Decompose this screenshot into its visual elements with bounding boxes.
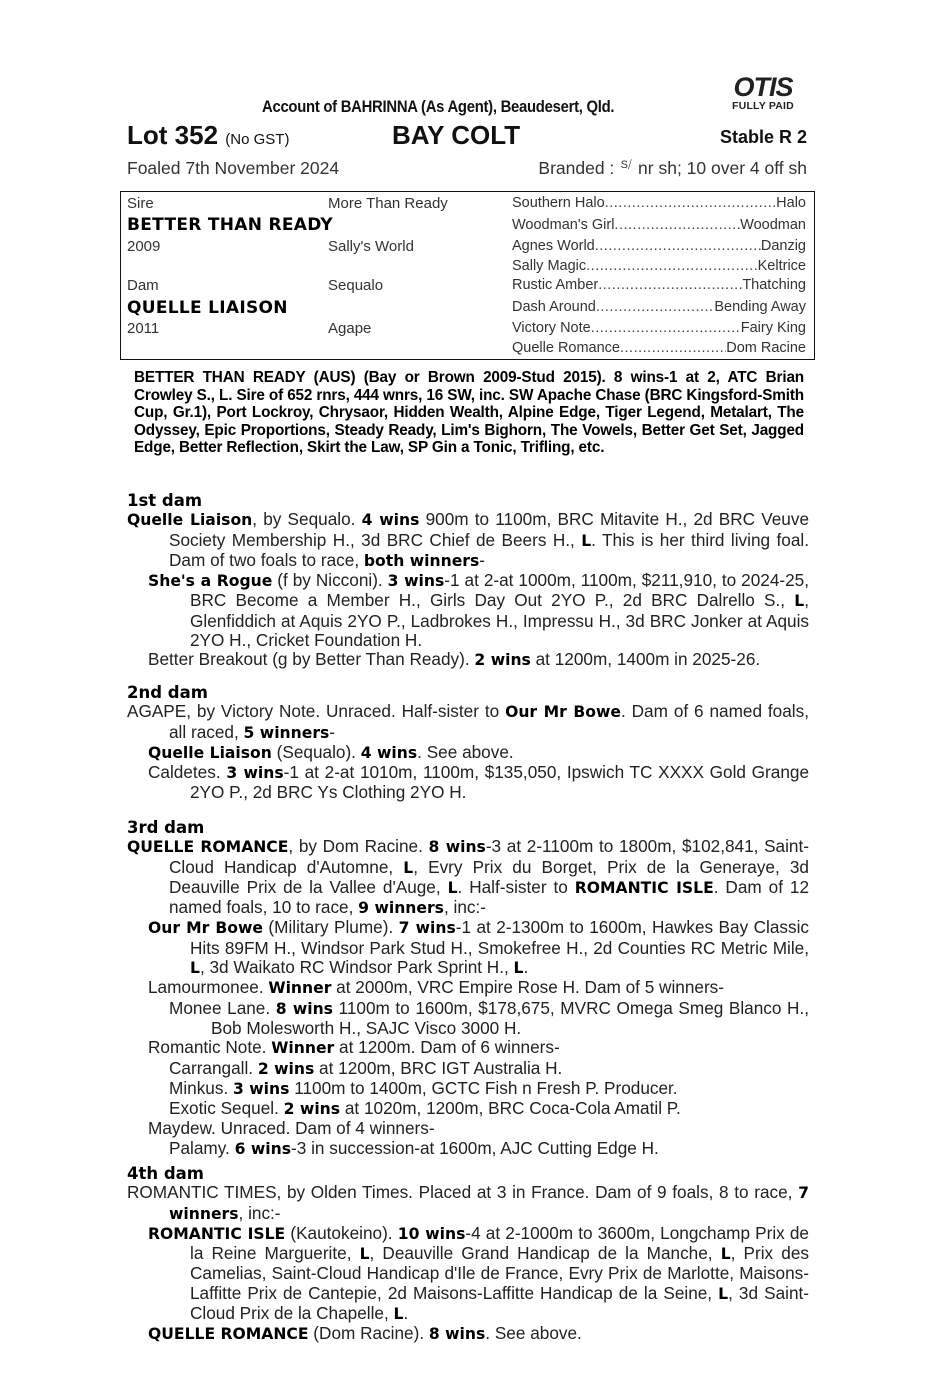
lot-row <box>127 120 809 152</box>
entry-text: - <box>329 721 336 742</box>
gst-note: (No GST) <box>225 131 290 148</box>
bold-text: 3 wins <box>387 572 445 591</box>
entry-text: , Glenfiddich at Aquis 2YO P., Ladbrokes H., Impressu H., 3d BRC Jonker at Aquis 2YO H., Cricket Foundation H. <box>190 590 809 651</box>
dam-section-4 <box>127 1164 809 1345</box>
progeny-entry <box>127 571 809 650</box>
entry-text: . Half-sister to <box>457 876 575 897</box>
dam-name: QUELLE LIAISON <box>127 298 288 318</box>
grandparent-row <box>512 195 806 211</box>
bold-text: L <box>718 1284 729 1303</box>
entry-text: at 1020m, 1200m, BRC Coca-Cola Amatil P. <box>340 1098 681 1119</box>
bold-text: Quelle Liaison <box>148 743 272 762</box>
leader-dots <box>596 299 715 315</box>
section-heading: 3rd dam <box>127 818 205 837</box>
otis-logo-mark: OTIS <box>733 72 793 102</box>
entry-text: , by Sequalo. <box>252 509 362 530</box>
sire-label: Sire <box>127 195 154 212</box>
entry-text: . <box>403 1303 409 1324</box>
entry-text: Carrangall. <box>169 1057 258 1078</box>
bold-text: 8 wins <box>428 838 486 857</box>
dam-dam: Agape <box>328 320 372 337</box>
gg-sire: Dom Racine <box>726 340 806 356</box>
entry-text: Exotic Sequel. <box>169 1098 284 1119</box>
entry-text: Romantic Note. <box>148 1037 272 1058</box>
dam-entry <box>127 837 809 918</box>
bold-text: She's a Rogue <box>148 572 273 591</box>
gg-name: Dash Around <box>512 299 596 315</box>
grandparent-row <box>512 299 806 315</box>
entry-text: -1 at 2-at 1000m, 1100m, $211,910, to 2024-25, BRC Become a Member H., Girls Day Out 2YO P., 2d BRC Dalrello S., <box>190 570 810 611</box>
entry-text: . <box>523 957 529 978</box>
entry-text: , Prix des Camelias, Saint-Cloud Handicap d'Ile de France, Evry Prix de Marlotte, Maisons-Laffitte Prix de Cantepie, 2d Maisons-Laffitte Handicap de la Seine, <box>190 1243 809 1303</box>
entry-text: (Sequalo). <box>271 741 361 762</box>
gg-sire: Bending Away <box>714 299 806 315</box>
progeny-entry <box>127 1224 809 1324</box>
gg-name: Victory Note <box>512 320 591 336</box>
entry-text: -4 at 2-1000m to 3600m, Longchamp Prix de la Reine Marguerite, <box>190 1222 809 1264</box>
otis-logo <box>718 74 808 112</box>
entry-text: AGAPE, by Victory Note. Unraced. Half-sister to <box>127 701 506 722</box>
bold-text: 2 wins <box>474 651 531 670</box>
entry-text: at 1200m, 1400m in 2025-26. <box>530 649 761 670</box>
section-heading: 1st dam <box>127 491 203 510</box>
entry-text: (Dom Racine). <box>308 1323 429 1344</box>
sire-name: BETTER THAN READY <box>127 215 334 235</box>
entry-text: (Kautokeino). <box>285 1222 398 1243</box>
entry-text: Monee Lane. <box>169 997 276 1018</box>
leader-dots <box>614 217 740 233</box>
entry-text: . See above. <box>417 741 514 762</box>
grandparent-row <box>512 238 806 254</box>
dam-year: 2011 <box>127 320 160 337</box>
grandparent-row <box>512 217 806 233</box>
progeny-entry <box>127 1099 809 1119</box>
progeny-entry <box>127 1119 809 1138</box>
entry-text: -1 at 2-1300m to 1600m, Hawkes Bay Classic Hits 89FM H., Windsor Park Stud H., Smokefree H., 2d Counties RC Metric Mile, <box>190 917 809 958</box>
progeny-entry <box>127 999 809 1039</box>
entry-text: . Dam of 12 named foals, 10 to race, <box>169 876 810 918</box>
entry-text: - <box>479 549 485 570</box>
grandparent-row <box>512 277 806 293</box>
bold-text: 7 winners <box>169 1184 809 1223</box>
entry-text: -3 in succession-at 1600m, AJC Cutting Edge H. <box>291 1137 659 1158</box>
branded-info <box>538 158 807 179</box>
bold-text: Winner <box>271 1039 335 1058</box>
entry-text: . Dam of 6 named foals, all raced, <box>169 701 809 742</box>
bold-text: QUELLE ROMANCE <box>148 1325 309 1344</box>
sire-year: 2009 <box>127 238 161 255</box>
entry-text: 900m to 1100m, BRC Mitavite H., 2d BRC Veuve Society Membership H., 3d BRC Chief de Beers H., <box>169 509 810 550</box>
gg-sire: Thatching <box>742 277 806 293</box>
entry-text: at 1200m. Dam of 6 winners- <box>334 1037 560 1058</box>
bold-text: 5 winners <box>243 723 330 742</box>
bold-text: 7 wins <box>398 919 456 938</box>
bold-text: 4 wins <box>361 511 420 530</box>
gg-name: Woodman's Girl <box>512 217 615 233</box>
sire-sire: More Than Ready <box>328 195 448 212</box>
progeny-entry <box>127 918 809 978</box>
entry-text: Caldetes. <box>148 762 227 783</box>
bold-text: 2 wins <box>283 1100 341 1119</box>
bold-text: QUELLE ROMANCE <box>127 838 289 857</box>
entry-text: , Evry Prix du Borget, Prix de la Generaye, 3d Deauville Prix de la Vallee d'Auge, <box>169 856 809 897</box>
bold-text: 8 wins <box>428 1325 486 1344</box>
entry-text: ROMANTIC TIMES, by Olden Times. Placed at 3 in France. Dam of 9 foals, 8 to race, <box>127 1182 799 1203</box>
bold-text: L <box>513 959 524 978</box>
dam-entry <box>127 702 809 743</box>
foaled-date: Foaled 7th November 2024 <box>127 158 340 178</box>
entry-text: -3 at 2-1100m to 1800m, $102,841, Saint-Cloud Handicap d'Automne, <box>169 836 809 877</box>
dam-sire: Sequalo <box>328 277 384 294</box>
entry-text: Better Breakout (g by Better Than Ready). <box>148 649 475 670</box>
branded-detail: nr sh; 10 over 4 off sh <box>638 158 807 178</box>
leader-dots <box>586 258 758 274</box>
progeny-entry <box>127 763 809 803</box>
entry-text: , inc:- <box>238 1202 281 1223</box>
entry-text: 1100m to 1600m, $178,675, MVRC Omega Smeg Blanco H., Bob Molesworth H., SAJC Visco 3000 H. <box>211 997 809 1038</box>
bold-text: 3 wins <box>226 764 284 783</box>
entry-text: . See above. <box>485 1323 582 1344</box>
entry-text: (Military Plume). <box>263 917 399 938</box>
gg-sire: Danzig <box>760 238 806 254</box>
progeny-entry <box>127 1038 809 1058</box>
progeny-entry <box>127 743 809 763</box>
gg-name: Agnes World <box>512 238 595 254</box>
grandparent-row <box>512 320 806 336</box>
entry-text: at 1200m, BRC IGT Australia H. <box>314 1057 563 1078</box>
bold-text: 8 wins <box>275 999 333 1018</box>
progeny-entry <box>127 1324 809 1344</box>
stable-location: Stable R 2 <box>719 127 807 147</box>
entry-text: Minkus. <box>169 1077 233 1098</box>
sire-summary: BETTER THAN READY (AUS) (Bay or Brown 2009-Stud 2015). 8 wins-1 at 2, ATC Brian Crowley S., L. Sire of 652 rnrs, 444 wnrs, 16 SW, inc. SW Apache Chase (BRC Kingsford-Smith Cup, Gr.1), Port Lockroy, Chrysaor, Hidden Wealth, Alpine Edge, Tiger Legend, Metalart, The Odyssey, Epic Proportions, Steady Ready, Lim's Bighorn, The Vowels, Better Get Set, Jagged Edge, Better Reflection, Skirt the Law, SP Gin a Tonic, Trifling, etc. <box>134 369 804 456</box>
lot-label: Lot 352 <box>127 120 219 150</box>
bold-text: 3 wins <box>233 1079 290 1098</box>
progeny-entry <box>127 978 809 998</box>
entry-text: -1 at 2-at 1010m, 1100m, $135,050, Ipswich TC XXXX Gold Grange 2YO P., 2d BRC Ys Clothing 2YO H. <box>190 762 809 803</box>
section-heading: 2nd dam <box>127 683 208 702</box>
entry-text: , by Dom Racine. <box>288 836 429 857</box>
bold-text: ROMANTIC ISLE <box>148 1224 286 1243</box>
bold-text: Our Mr Bowe <box>505 703 621 722</box>
leader-dots <box>591 320 741 336</box>
entry-text: at 2000m, VRC Empire Rose H. Dam of 5 winners- <box>331 977 724 998</box>
entry-text: , 3d Waikato RC Windsor Park Sprint H., <box>199 957 514 978</box>
leader-dots <box>620 340 726 356</box>
horse-description: BAY COLT <box>392 120 521 150</box>
dam-entry <box>127 1183 809 1224</box>
pedigree-table <box>120 191 815 360</box>
bold-text: L <box>359 1245 370 1264</box>
entry-text: Lamourmonee. <box>148 977 269 998</box>
vendor-account: Account of BAHRINNA (As Agent), Beaudesert, Qld. <box>262 98 615 116</box>
progeny-entry <box>127 1079 809 1099</box>
gg-name: Quelle Romance <box>512 340 620 356</box>
grandparent-row <box>512 340 806 356</box>
grandparent-row <box>512 258 806 274</box>
entry-text: , Deauville Grand Handicap de la Manche, <box>369 1243 721 1264</box>
leader-dots <box>605 195 776 211</box>
leader-dots <box>598 277 742 293</box>
progeny-entry <box>127 650 809 670</box>
bold-text: 4 wins <box>360 743 418 762</box>
dam-entry <box>127 510 809 571</box>
bold-text: L <box>393 1305 404 1324</box>
entry-text: . This is her third living foal. Dam of two foals to race, <box>169 529 809 570</box>
gg-sire: Halo <box>776 195 806 211</box>
dam-label: Dam <box>127 277 159 294</box>
entry-text: (f by Nicconi). <box>272 570 388 591</box>
entry-text: Palamy. <box>169 1137 235 1158</box>
dam-section-2 <box>127 683 809 803</box>
bold-text: L <box>190 959 200 978</box>
bold-text: L <box>403 858 414 877</box>
dam-section-1 <box>127 491 809 671</box>
bold-text: L <box>447 878 458 897</box>
gg-sire: Keltrice <box>757 258 806 274</box>
bold-text: both winners <box>363 551 480 570</box>
bold-text: 10 wins <box>397 1224 466 1243</box>
entry-text: Maydew. Unraced. Dam of 4 winners- <box>148 1118 435 1139</box>
bold-text: Winner <box>268 979 332 998</box>
gg-sire: Fairy King <box>740 320 806 336</box>
bold-text: 2 wins <box>257 1059 315 1078</box>
branded-label: Branded : <box>538 158 615 178</box>
bold-text: ROMANTIC ISLE <box>574 878 714 897</box>
entry-text: , 3d Saint-Cloud Prix de la Chapelle, <box>190 1282 810 1324</box>
bold-text: 6 wins <box>234 1139 292 1158</box>
progeny-entry <box>127 1059 809 1079</box>
bold-text: 9 winners <box>358 899 444 918</box>
gg-name: Southern Halo <box>512 195 605 211</box>
entry-text: , inc:- <box>443 897 486 918</box>
dam-section-3 <box>127 818 809 1159</box>
otis-fully-paid: FULLY PAID <box>732 100 794 112</box>
bold-text: Our Mr Bowe <box>148 919 263 938</box>
bold-text: L <box>581 531 592 550</box>
leader-dots <box>595 238 761 254</box>
sire-dam: Sally's World <box>328 238 414 255</box>
bold-text: L <box>794 592 805 611</box>
bold-text: Quelle Liaison <box>127 511 253 530</box>
brand-mark-icon: S⧸ <box>620 159 632 171</box>
section-heading: 4th dam <box>127 1164 204 1183</box>
entry-text: 1100m to 1400m, GCTC Fish n Fresh P. Producer. <box>289 1077 678 1098</box>
progeny-entry <box>127 1139 809 1159</box>
gg-name: Sally Magic <box>512 258 587 274</box>
gg-sire: Woodman <box>740 217 806 233</box>
bold-text: L <box>720 1245 731 1264</box>
gg-name: Rustic Amber <box>512 277 599 293</box>
lot-number <box>127 120 289 151</box>
